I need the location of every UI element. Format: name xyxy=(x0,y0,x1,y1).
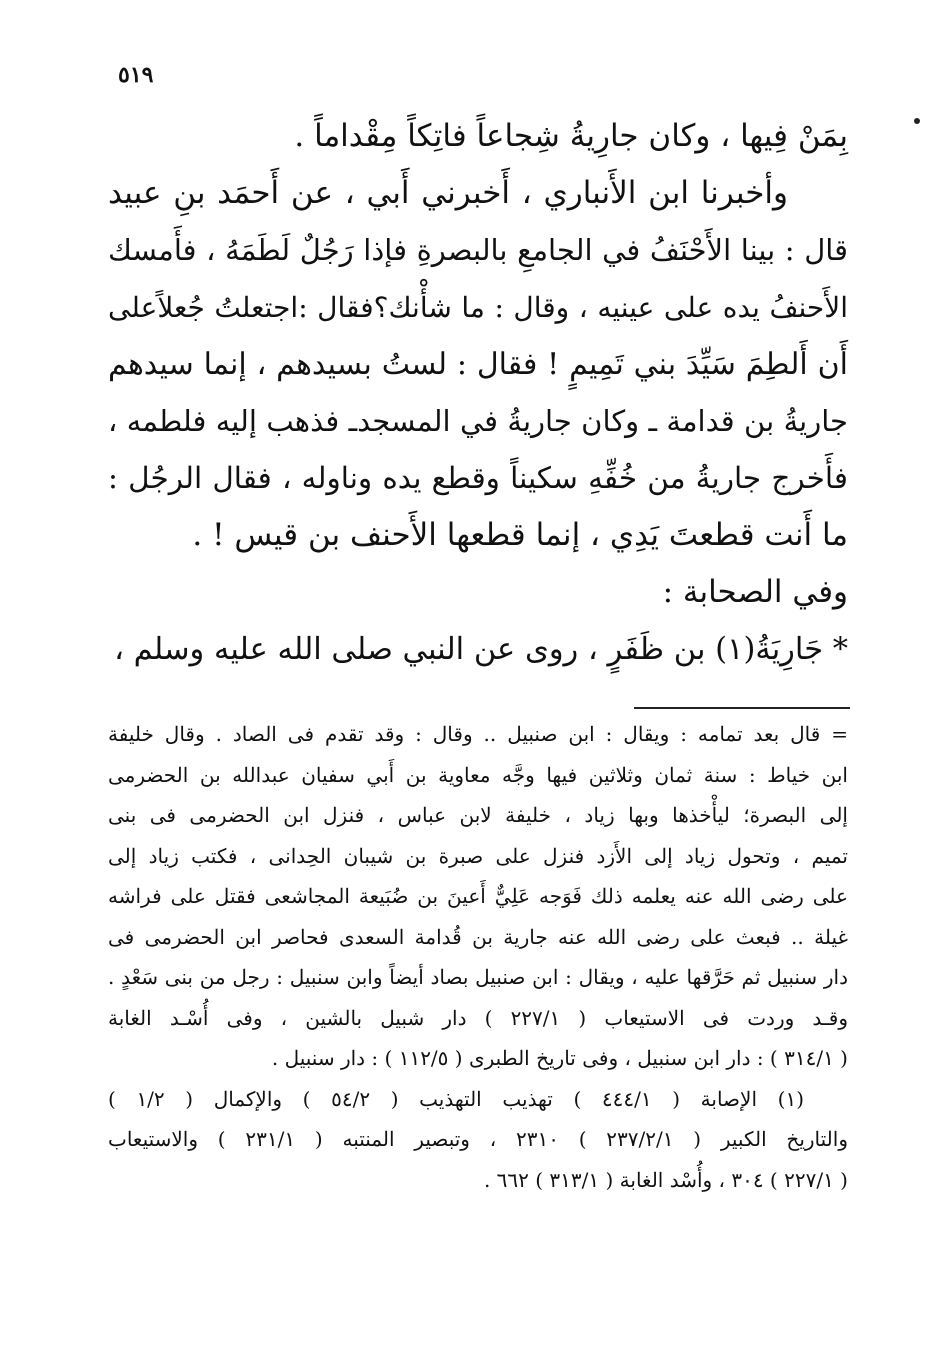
main-text-line: جاريةُ بن قدامة ـ وكان جاريةُ في المسجدـ فذهب إليه فلطمه ، xyxy=(108,404,848,438)
footnote-line: على رضى الله عنه يعلمه ذلك فَوَجه عَلِيٌّ أَعينَ بن ضُبَيعة المجاشعى فقتل على فراشه xyxy=(108,884,848,908)
footnote-separator xyxy=(634,707,850,709)
main-text-block xyxy=(108,108,848,678)
footnote-line: ابن خياط : سنة ثمان وثلاثين فيها وجَّه معاوية بن أَبي سفيان عبدالله بن الحضرمى xyxy=(108,762,848,787)
footnote-line: ( ٣١٤/١ ) : دار ابن سنبيل ، وفى تاريخ الطبرى ( ١١٢/٥ ) : دار سنبيل . xyxy=(271,1046,848,1070)
margin-dot xyxy=(914,118,920,124)
section-heading: وفي الصحابة : xyxy=(662,574,848,610)
footnote-line: إلى البصرة؛ ليأْخذها وبها زياد ، خليفة لابن عباس ، فنزل ابن الحضرمى فى بنى xyxy=(108,803,848,827)
footnote-line: دار سنبيل ثم حَرَّقها عليه ، ويقال : ابن صنبيل بصاد أيضاً وابن سنبيل : رجل من بنى سَعْدٍ . xyxy=(108,965,848,989)
page-number: ٥١٩ xyxy=(118,62,154,88)
main-text-line: * جَارِيَةُ(١) بن ظَفَرٍ ، روى عن النبي صلى الله عليه وسلم ، xyxy=(114,632,848,667)
main-text-line: الأَحنفُ يده على عينيه ، وقال : ما شأْنك؟فقال :اجتعلتُ جُعلاًعلى xyxy=(108,291,848,324)
main-text-line: ما أَنت قطعتَ يَدِي ، إنما قطعها الأَحنف بن قيس ! . xyxy=(192,517,848,553)
footnote-line: (١) الإصابة ( ٤٤٤/١ ) تهذيب التهذيب ( ٥٤/٢ ) والإكمال ( ١/٢ ) xyxy=(108,1086,804,1111)
main-text-line: بِمَنْ فِيها ، وكان جارِيةُ شِجاعاً فاتِكاً مِقْداماً . xyxy=(294,118,848,154)
footnote-line: ( ٢٢٧/١ ) ٣٠٤ ، وأُسْد الغابة ( ٣١٣/١ ) ٦٦٢ . xyxy=(483,1167,848,1192)
main-text-line: أَن أَلطِمَ سَيِّدَ بني تَمِيمٍ ! فقال : لستُ بسيدهم ، إنما سيدهم xyxy=(108,347,848,382)
main-text-line: فأَخرج جاريةُ من خُفِّهِ سكيناً وقطع يده وناوله ، فقال الرجُل : xyxy=(108,461,848,495)
footnote-line: = قال بعد تمامه : ويقال : ابن صنبيل .. وقال : وقد تقدم فى الصاد . وقال خليفة xyxy=(108,722,848,746)
main-text-line: قال : بينا الأَحْنَفُ في الجامعِ بالبصرةِ فإذا رَجُلٌ لَطَمَهُ ، فأَمسك xyxy=(108,233,848,267)
footnote-line: تميم ، وتحول زياد إلى الأَزد فنزل على صبرة بن شيبان الحِدانى ، فكتب زياد إلى xyxy=(108,843,848,868)
main-text-line: وأخبرنا ابن الأَنباري ، أَخبرني أَبي ، عن أَحمَد بنِ عبيد xyxy=(108,175,788,211)
footnote-line: والتاريخ الكبير ( ٢٣٧/٢/١ ) ٢٣١٠ ، وتبصير المنتبه ( ٢٣١/١ ) والاستيعاب xyxy=(108,1127,848,1151)
footnote-line: وقـد وردت فى الاستيعاب ( ٢٢٧/١ ) دار شبيل بالشين ، وفى أُسْـد الغابة xyxy=(108,1005,848,1030)
footnotes-block xyxy=(108,714,848,1200)
footnote-line: غيلة .. فبعث على رضى الله عنه جارية بن قُدامة السعدى فحاصر ابن الحضرمى فى xyxy=(108,924,848,949)
